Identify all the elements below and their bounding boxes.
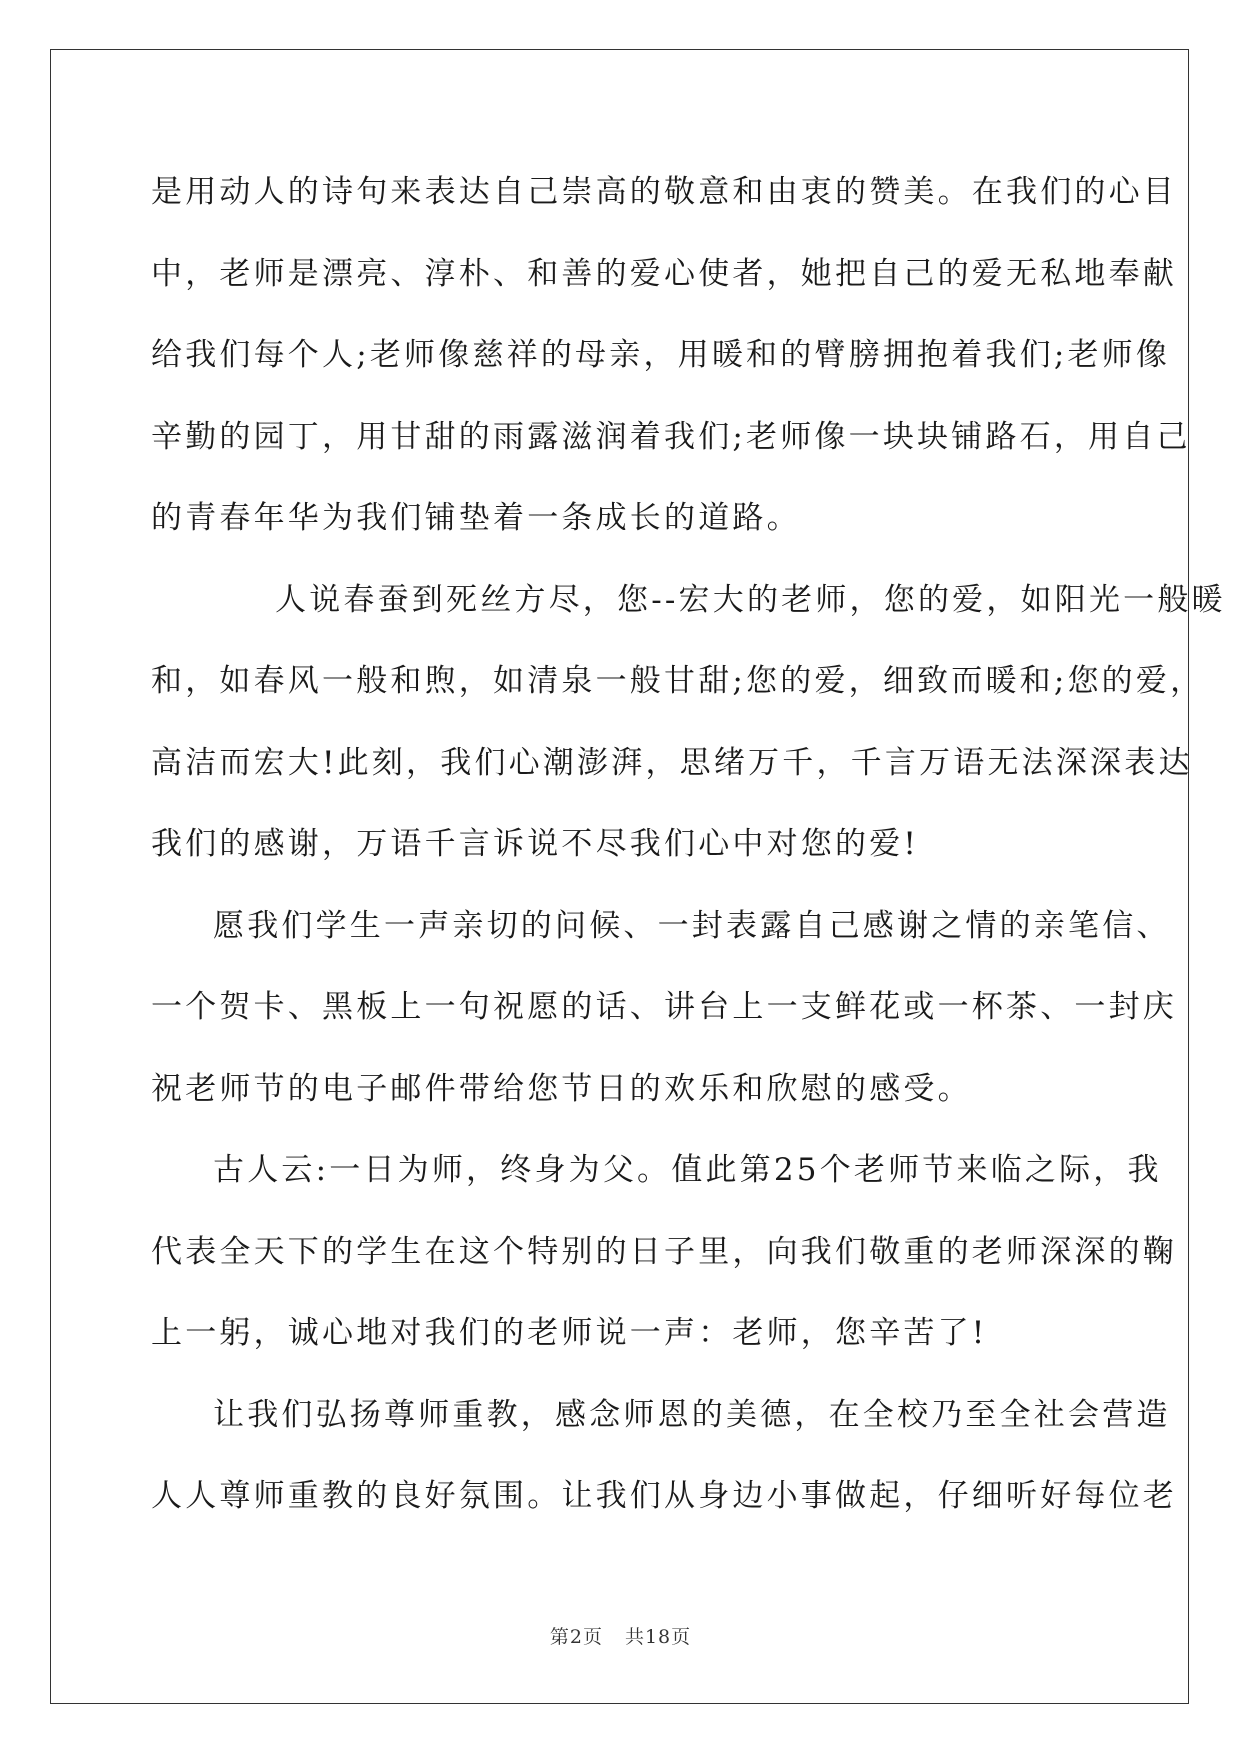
text-line: 给我们每个人;老师像慈祥的母亲，用暖和的臂膀拥抱着我们;老师像 [151,337,1171,373]
page-number-total: 共18页 [624,1626,692,1648]
text-line: 愿我们学生一声亲切的问候、一封表露自己感谢之情的亲笔信、 [213,907,1171,944]
text-line: 代表全天下的学生在这个特别的日子里，向我们敬重的老师深深的鞠 [151,1233,1177,1270]
text-line: 一个贺卡、黑板上一句祝愿的话、讲台上一支鲜花或一杯茶、一封庆 [151,989,1177,1025]
text-line: 祝老师节的电子邮件带给您节日的欢乐和欣慰的感受。 [151,1070,972,1107]
text-line: 人说春蚕到死丝方尽，您--宏大的老师，您的爱，如阳光一般暖 [275,581,1226,618]
text-line: 人人尊师重教的良好氛围。让我们从身边小事做起，仔细听好每位老 [151,1478,1177,1514]
text-line: 中，老师是漂亮、淳朴、和善的爱心使者，她把自己的爱无私地奉献 [151,255,1177,292]
text-line: 高洁而宏大!此刻，我们心潮澎湃，思绪万千，千言万语无法深深表达 [151,744,1193,781]
paragraph-4 [151,1130,1177,1375]
paragraph-2 [151,560,1226,886]
text-line: 我们的感谢，万语千言诉说不尽我们心中对您的爱! [151,826,920,862]
text-line: 古人云:一日为师，终身为父。值此第25个老师节来临之际，我 [213,1152,1162,1188]
text-line: 是用动人的诗句来表达自己崇高的敬意和由衷的赞美。在我们的心目 [151,174,1177,210]
text-line: 让我们弘扬尊师重教，感念师恩的美德，在全校乃至全社会营造 [213,1396,1171,1433]
paragraph-1 [151,152,1191,560]
document-body [151,152,1226,1538]
text-line: 上一躬，诚心地对我们的老师说一声：老师，您辛苦了! [151,1315,988,1351]
page-number-current: 第2页 [549,1626,603,1648]
text-line: 的青春年华为我们铺垫着一条成长的道路。 [151,500,801,536]
paragraph-5 [151,1375,1177,1538]
text-line: 辛勤的园丁，用甘甜的雨露滋润着我们;老师像一块块铺路石，用自己 [151,418,1191,455]
text-line: 和，如春风一般和煦，如清泉一般甘甜;您的爱，细致而暖和;您的爱， [151,663,1205,699]
page-footer [0,1622,1241,1649]
paragraph-3 [151,886,1177,1131]
